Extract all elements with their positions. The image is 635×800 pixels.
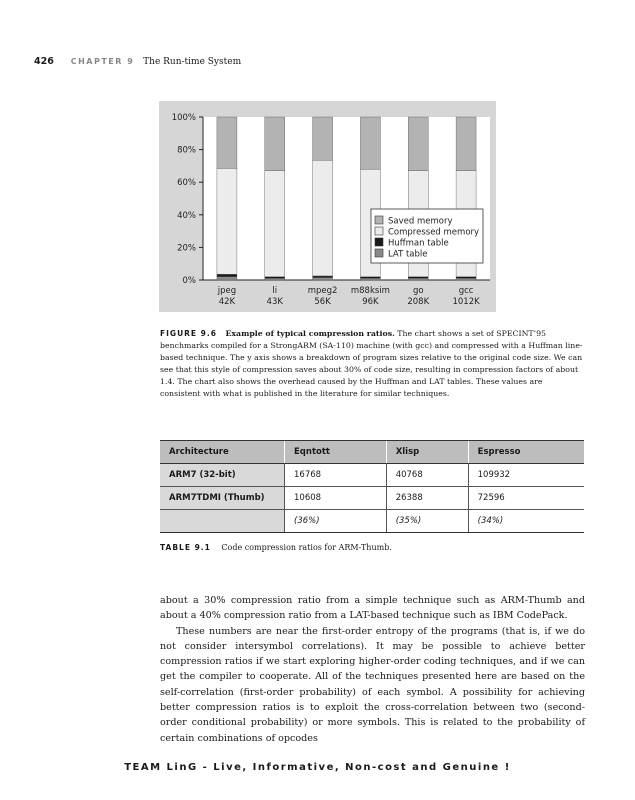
table-cell: 26388 bbox=[386, 487, 468, 510]
bar-segment bbox=[456, 277, 476, 279]
table-caption-text: Code compression ratios for ARM-Thumb. bbox=[221, 543, 392, 552]
y-tick-label: 20% bbox=[177, 243, 196, 254]
table-header-cell: Architecture bbox=[160, 441, 285, 464]
y-tick-label: 80% bbox=[177, 145, 196, 156]
bar-segment bbox=[265, 171, 285, 277]
bar-segment bbox=[360, 278, 380, 280]
table-cell: 10608 bbox=[285, 487, 387, 510]
bar-segment bbox=[217, 117, 237, 168]
figure-title: Example of typical compression ratios. bbox=[225, 329, 395, 338]
x-size-label: 96K bbox=[362, 297, 379, 307]
chapter-title: The Run-time System bbox=[143, 57, 242, 67]
x-size-label: 56K bbox=[314, 297, 331, 307]
table-label: TABLE 9.1 bbox=[160, 543, 211, 552]
figure-caption-text: The chart shows a set of SPECINT’95 benchmarks compiled for a StrongARM (SA-110) machine (with gcc) and compressed with a Huffman line-based technique. The y axis shows a breakdown of program sizes relative to the original code size. We can see that this style of compression saves about 30% of code size, resulting in compression factors of about 1.4. The chart also shows the overhead caused by the Huffman and LAT tables. These values are consistent with what is published in the literature for similar techniques. bbox=[160, 329, 583, 398]
table-header-cell: Xlisp bbox=[386, 441, 468, 464]
bar-segment bbox=[265, 117, 285, 171]
x-tick-label: gcc bbox=[458, 286, 474, 296]
table-header-cell: Espresso bbox=[468, 441, 584, 464]
bar-segment bbox=[313, 117, 333, 160]
x-size-label: 43K bbox=[266, 297, 283, 307]
page-number: 426 bbox=[34, 56, 54, 67]
legend-label: LAT table bbox=[388, 249, 428, 260]
body-text bbox=[160, 593, 585, 746]
bar-segment bbox=[217, 277, 237, 280]
bar-segment bbox=[217, 274, 237, 276]
x-size-label: 42K bbox=[218, 297, 236, 307]
figure-chart-panel bbox=[159, 101, 496, 312]
paragraph: These numbers are near the first-order entropy of the programs (that is, if we do not consider intersymbol correlations). It may be possible to achieve better compression ratios if we start exploring higher-order coding techniques, and if we can get the compiler to cooperate. All of the techniques presented here are based on the self-correlation (first-order probability) of each symbol. A possibility for achieving better compression ratios is to exploit the cross-correlation between two (second-order conditional probability) or more symbols. This is related to the probability of certain combinations of opcodes bbox=[160, 625, 585, 744]
table-cell: 16768 bbox=[285, 464, 387, 487]
paragraph: about a 30% compression ratio from a simple technique such as ARM-Thumb and about a 40% compression ratio from a LAT-based technique such as IBM CodePack. bbox=[160, 595, 585, 622]
figure-caption bbox=[160, 328, 585, 400]
table-row bbox=[160, 487, 584, 510]
chapter-label: CHAPTER 9 bbox=[70, 57, 135, 66]
y-tick-label: 0% bbox=[182, 276, 196, 286]
x-tick-label: mpeg2 bbox=[307, 286, 338, 296]
table-header-row bbox=[160, 441, 584, 464]
bar-segment bbox=[456, 278, 476, 280]
table-row bbox=[160, 464, 584, 487]
bar-segment bbox=[265, 277, 285, 279]
legend-swatch bbox=[375, 249, 383, 257]
x-size-label: 208K bbox=[407, 297, 430, 307]
bar-segment bbox=[360, 117, 380, 169]
x-tick-label: go bbox=[412, 286, 424, 296]
y-tick-label: 60% bbox=[177, 178, 196, 189]
bar-segment bbox=[313, 276, 333, 278]
table-caption bbox=[160, 543, 392, 552]
bar-segment bbox=[265, 278, 285, 280]
table-cell bbox=[160, 510, 285, 533]
bar-segment bbox=[313, 160, 333, 276]
bar-segment bbox=[408, 277, 428, 279]
y-tick-label: 100% bbox=[171, 113, 196, 123]
table-cell: 109932 bbox=[468, 464, 584, 487]
table-cell: ARM7TDMI (Thumb) bbox=[160, 487, 285, 510]
bar-segment bbox=[313, 278, 333, 280]
bar-segment bbox=[456, 117, 476, 171]
legend-swatch bbox=[375, 227, 383, 235]
table-cell: (36%) bbox=[285, 510, 387, 533]
legend-label: Compressed memory bbox=[388, 227, 480, 238]
bar-segment bbox=[217, 168, 237, 274]
table-cell: ARM7 (32-bit) bbox=[160, 464, 285, 487]
legend-swatch bbox=[375, 238, 383, 246]
table-row bbox=[160, 510, 584, 533]
bar-segment bbox=[408, 278, 428, 280]
legend-swatch bbox=[375, 216, 383, 224]
footer-banner: TEAM LinG - Live, Informative, Non-cost and Genuine ! bbox=[124, 762, 511, 773]
compression-table bbox=[160, 440, 584, 533]
bar-segment bbox=[360, 277, 380, 279]
x-size-label: 1012K bbox=[452, 297, 480, 307]
table-cell: (35%) bbox=[386, 510, 468, 533]
table-header-cell: Eqntott bbox=[285, 441, 387, 464]
bar-segment bbox=[408, 117, 428, 171]
table-cell: 72596 bbox=[468, 487, 584, 510]
table-cell: (34%) bbox=[468, 510, 584, 533]
legend-label: Saved memory bbox=[388, 216, 453, 227]
x-tick-label: jpeg bbox=[217, 286, 237, 296]
running-header bbox=[34, 56, 241, 67]
y-tick-label: 40% bbox=[177, 210, 196, 221]
x-tick-label: li bbox=[272, 286, 278, 296]
stacked-bar-chart bbox=[159, 101, 496, 312]
figure-label: FIGURE 9.6 bbox=[160, 329, 217, 338]
x-tick-label: m88ksim bbox=[350, 286, 390, 296]
legend-label: Huffman table bbox=[388, 238, 449, 249]
table-cell: 40768 bbox=[386, 464, 468, 487]
